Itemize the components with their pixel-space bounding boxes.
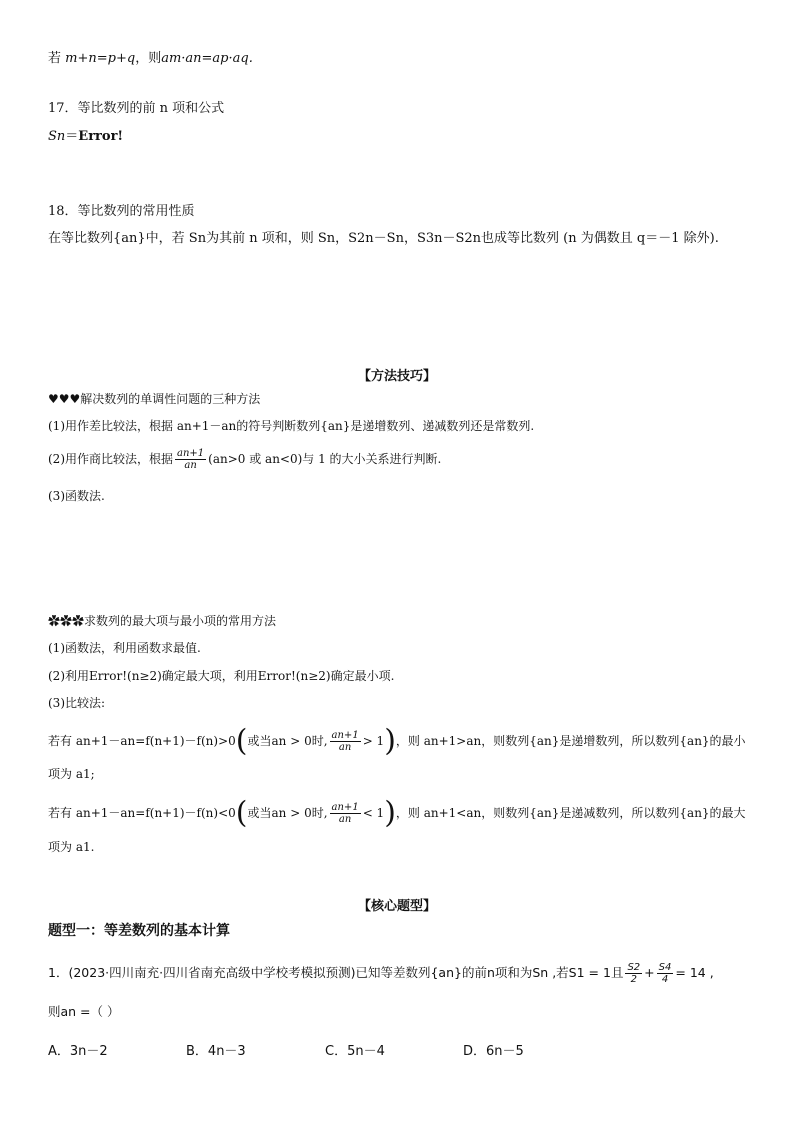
section-17-heading: 17．等比数列的前 n 项和公式	[48, 101, 225, 116]
method-g1-item2	[48, 448, 441, 471]
formula-lhs: Sn	[48, 129, 66, 144]
text: 若	[48, 51, 62, 66]
text: ，则	[135, 51, 162, 66]
option-a[interactable]: A．3n－2	[48, 1044, 108, 1059]
method-g2-item1: (1)函数法，利用函数求最值.	[48, 641, 201, 655]
numerator: an+1	[331, 802, 359, 813]
section-18-body: 在等比数列{an}中，若 Sn为其前 n 项和，则 Sn，S2n－Sn，S3n－S2n也成等比数列 (n 为偶数且 q＝－1 除外).	[48, 231, 719, 246]
numerator: an+1	[177, 448, 205, 459]
option-c[interactable]: C．5n－4	[325, 1044, 385, 1059]
denominator: an	[338, 742, 352, 753]
option-d[interactable]: D．6n－5	[463, 1044, 524, 1059]
section-18-heading: 18．等比数列的常用性质	[48, 204, 195, 219]
core-title: 【核心题型】	[357, 899, 436, 914]
option-b[interactable]: B．4n－3	[186, 1044, 246, 1059]
method-g2-item3: (3)比较法:	[48, 696, 106, 710]
formula-eq: ＝	[65, 129, 79, 144]
denominator: an	[338, 814, 352, 825]
plus: +	[644, 965, 655, 980]
denominator: an	[184, 460, 197, 471]
formula-error: Error!	[78, 129, 124, 144]
method-g2-item5-tail: 项为 a1.	[48, 840, 95, 854]
fraction-s2	[625, 962, 642, 985]
method-g2-item5	[48, 795, 746, 831]
text: ，则 an+1>an，则数列{an}是递增数列，所以数列{an}的最小	[395, 734, 746, 748]
method-g1-item3: (3)函数法.	[48, 489, 105, 503]
left-paren: (	[235, 795, 248, 831]
section-17-formula	[48, 128, 123, 146]
condition: 或当an > 0时,	[247, 806, 328, 820]
method-g2-item4-tail: 项为 a1;	[48, 767, 95, 781]
core-type1: 题型一：等差数列的基本计算	[48, 923, 230, 939]
question-1-line2: 则an =（ ）	[48, 1004, 120, 1019]
method-title: 【方法技巧】	[357, 369, 436, 384]
fraction-s4	[657, 962, 674, 985]
relation: < 1	[362, 806, 385, 820]
numerator: S4	[658, 962, 672, 973]
text: ，则 an+1<an，则数列{an}是递减数列，所以数列{an}的最大	[395, 806, 746, 820]
question-text: 1．(2023·四川南充·四川省南充高级中学校考模拟预测)已知等差数列{an}的前n项和为Sn ,若S1 = 1且	[48, 965, 624, 980]
condition: 或当an > 0时,	[247, 734, 328, 748]
text: (an>0 或 an<0)与 1 的大小关系进行判断.	[208, 452, 442, 466]
text: (2)用作商比较法，根据	[48, 452, 173, 466]
condition: m+n=p+q	[65, 51, 136, 66]
method-g1-item1: (1)用作差比较法，根据 an+1－an的符号判断数列{an}是递增数列、递减数列还是常数列.	[48, 419, 535, 433]
question-1	[48, 962, 714, 985]
result: am·an=ap·aq.	[161, 51, 253, 66]
method-group2-title: ✿✿✿求数列的最大项与最小项的常用方法	[48, 614, 277, 628]
question-text: = 14 ,	[675, 965, 714, 980]
method-group1-title: ♥♥♥解决数列的单调性问题的三种方法	[48, 392, 261, 406]
method-g2-item4	[48, 723, 746, 759]
numerator: S2	[627, 962, 641, 973]
fraction	[330, 802, 361, 825]
denominator: 4	[661, 974, 669, 985]
text: 若有 an+1－an=f(n+1)－f(n)>0	[48, 734, 236, 748]
relation: > 1	[362, 734, 385, 748]
fraction	[330, 730, 361, 753]
text: 若有 an+1－an=f(n+1)－f(n)<0	[48, 806, 236, 820]
left-paren: (	[235, 723, 248, 759]
property-line	[48, 50, 253, 68]
right-paren: )	[384, 795, 396, 831]
numerator: an+1	[331, 730, 359, 741]
denominator: 2	[630, 974, 637, 985]
fraction	[175, 448, 206, 471]
method-g2-item2: (2)利用Error!(n≥2)确定最大项，利用Error!(n≥2)确定最小项.	[48, 669, 395, 683]
right-paren: )	[384, 723, 396, 759]
